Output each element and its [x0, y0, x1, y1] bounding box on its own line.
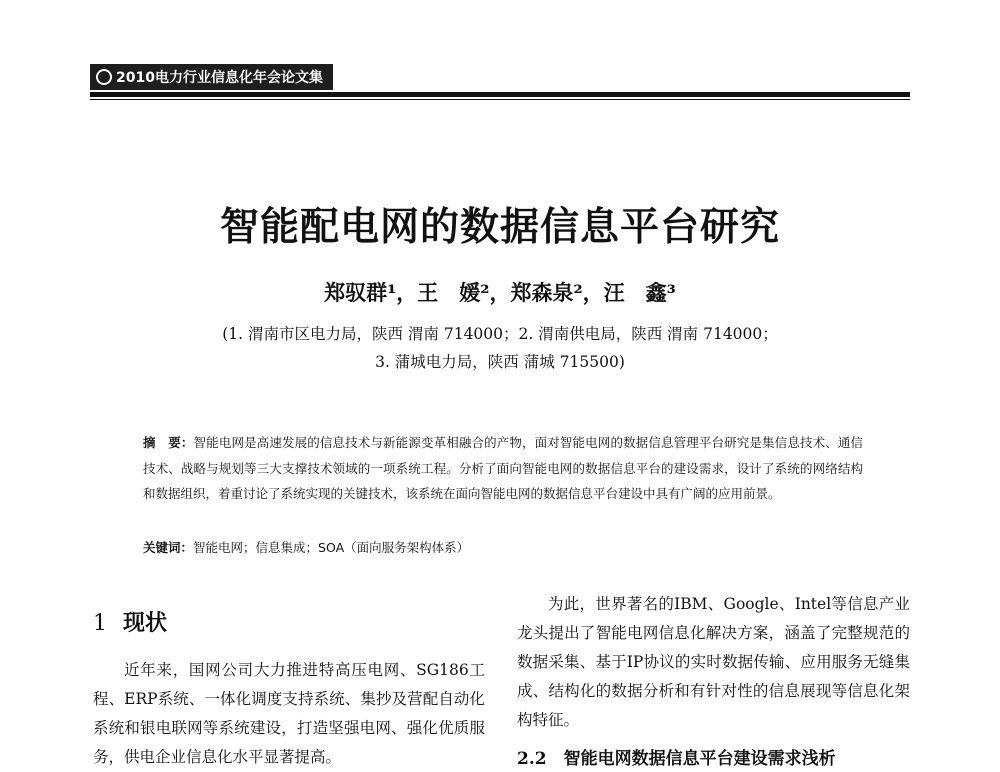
proceedings-logo-icon	[96, 69, 112, 85]
paper-title: 智能配电网的数据信息平台研究	[219, 204, 780, 250]
affiliation-line-2: 3. 蒲城电力局，陕西 蒲城 715500)	[375, 353, 625, 371]
keywords-label: 关键词：	[143, 540, 194, 555]
right-column-paragraph: 为此，世界著名的IBM、Google、Intel等信息产业龙头提出了智能电网信息化解决方案，涵盖了完整规范的数据采集、基于IP协议的实时数据传输、应用服务无缝集成、结构化的数据分析和有针对性的信息展现等信息化架构特征。	[517, 595, 910, 729]
section-1-title: 现状	[123, 611, 168, 636]
abstract-text: 智能电网是高速发展的信息技术与新能源变革相融合的产物，面对智能电网的数据信息管理平台研究是集信息技术、通信技术、战略与规划等三大支撑技术领域的一项系统工程。分析了面向智能电网的数据信息平台的建设需求，设计了系统的网络结构和数据组织，着重讨论了系统实现的关键技术，该系统在面向智能电网的数据信息平台建设中具有广阔的应用前景。	[143, 435, 863, 501]
proceedings-title: 2010电力行业信息化年会论文集	[116, 70, 323, 86]
affiliation-line-1: (1. 渭南市区电力局，陕西 渭南 714000；2. 渭南供电局，陕西 渭南 714000；	[222, 325, 778, 343]
keywords	[143, 538, 469, 556]
abstract-label: 摘 要：	[143, 435, 194, 450]
section-1-heading	[93, 606, 167, 637]
section-1-paragraph: 近年来，国网公司大力推进特高压电网、SG186工程、ERP系统、一体化调度支持系统、集抄及营配自动化系统和银电联网等系统建设，打造坚强电网、强化优质服务，供电企业信息化水平显著提高。	[93, 661, 485, 766]
proceedings-header	[90, 64, 333, 90]
paper-authors: 郑驭群¹，王 媛²，郑森泉²，汪 鑫³	[324, 280, 676, 305]
header-rule-thick	[90, 92, 910, 97]
section-1-number: 1	[93, 611, 107, 636]
header-rule-thin	[90, 99, 910, 100]
keywords-text: 智能电网；信息集成；SOA（面向服务架构体系）	[193, 540, 470, 555]
abstract	[143, 430, 863, 507]
section-2-2-heading: 2.2 智能电网数据信息平台建设需求浅析	[517, 749, 836, 769]
